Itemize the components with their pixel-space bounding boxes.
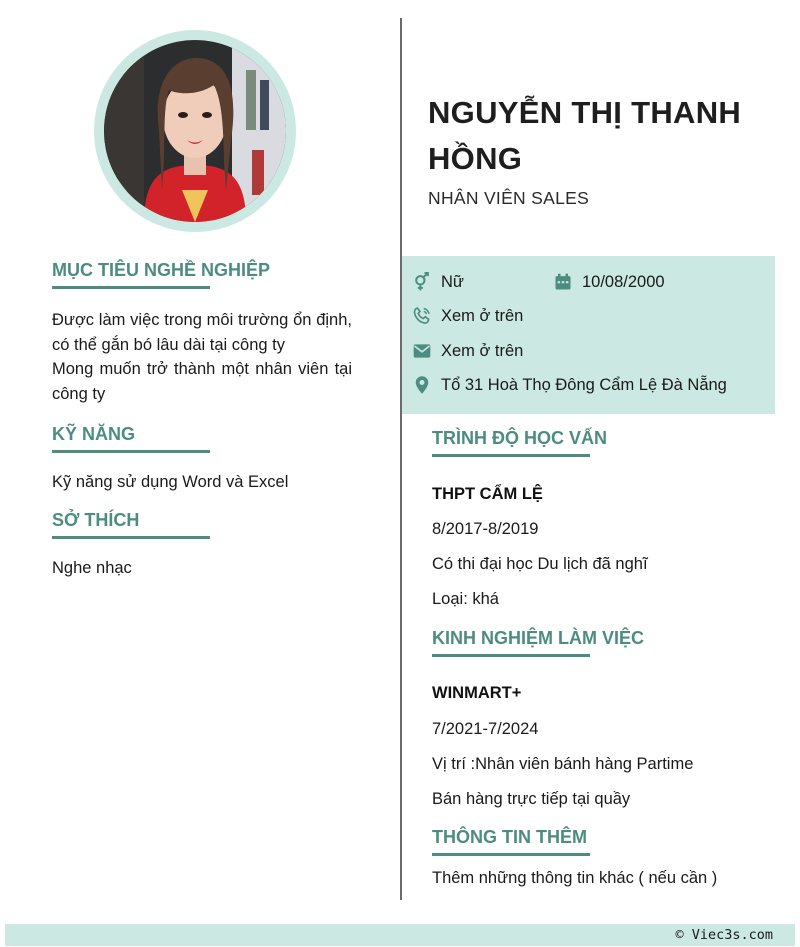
phone-value: Xem ở trên — [441, 306, 524, 325]
location-pin-icon — [412, 375, 432, 395]
education-title: TRÌNH ĐỘ HỌC VẤN — [432, 428, 607, 448]
additional-underline — [432, 853, 590, 856]
phone-icon — [412, 306, 432, 326]
avatar-photo — [104, 40, 286, 222]
experience-company: WINMART+ — [432, 684, 522, 702]
address-value: Tổ 31 Hoà Thọ Đông Cẩm Lệ Đà Nẵng — [441, 375, 727, 394]
skills-section — [52, 423, 352, 495]
skills-title: KỸ NĂNG — [52, 424, 136, 444]
birthdate-value: 10/08/2000 — [582, 272, 665, 291]
footer-bar — [5, 924, 795, 946]
envelope-icon — [412, 341, 432, 361]
gender-value: Nữ — [441, 272, 464, 291]
footer-credit: © Viec3s.com — [675, 927, 773, 943]
education-period: 8/2017-8/2019 — [432, 520, 539, 538]
objective-line-1: Được làm việc trong môi trường ổn định, có thể gắn bó lâu dài tại công ty — [52, 311, 352, 354]
objective-line-2: Mong muốn trở thành một nhân viên tại công ty — [52, 360, 352, 403]
education-underline — [432, 454, 590, 457]
gender-icon — [412, 272, 432, 292]
birthdate-row — [553, 272, 665, 292]
education-section — [432, 427, 762, 609]
experience-section — [432, 627, 762, 809]
education-school: THPT CẨM LỆ — [432, 485, 543, 503]
hobbies-section — [52, 509, 352, 581]
experience-underline — [432, 654, 590, 657]
additional-text: Thêm những thông tin khác ( nếu cần ) — [432, 869, 718, 887]
experience-position: Vị trí :Nhân viên bánh hàng Partime — [432, 755, 694, 773]
education-detail: Có thi đại học Du lịch đã nghĩ — [432, 555, 648, 573]
hobbies-text: Nghe nhạc — [52, 559, 132, 577]
job-title: NHÂN VIÊN SALES — [428, 188, 590, 208]
skills-text: Kỹ năng sử dụng Word và Excel — [52, 473, 289, 491]
experience-period: 7/2021-7/2024 — [432, 720, 539, 738]
gender-row — [412, 272, 464, 292]
objective-underline — [52, 286, 210, 289]
email-row — [412, 341, 523, 361]
experience-task: Bán hàng trực tiếp tại quầy — [432, 790, 631, 808]
email-value: Xem ở trên — [441, 341, 524, 360]
contact-panel — [402, 256, 775, 414]
phone-row — [412, 306, 523, 326]
candidate-name: NGUYỄN THỊ THANH HỒNG — [428, 95, 742, 176]
objective-title: MỤC TIÊU NGHỀ NGHIỆP — [52, 260, 271, 280]
experience-title: KINH NGHIỆM LÀM VIỆC — [432, 628, 645, 648]
hobbies-title: SỞ THÍCH — [52, 510, 140, 530]
column-divider — [400, 18, 402, 900]
calendar-icon — [553, 272, 573, 292]
address-row — [412, 375, 727, 395]
additional-section — [432, 826, 762, 888]
avatar — [104, 40, 286, 222]
education-grade: Loại: khá — [432, 590, 499, 608]
objective-section — [52, 259, 352, 406]
hobbies-underline — [52, 536, 210, 539]
additional-title: THÔNG TIN THÊM — [432, 827, 587, 847]
skills-underline — [52, 450, 210, 453]
avatar-frame — [94, 30, 296, 232]
